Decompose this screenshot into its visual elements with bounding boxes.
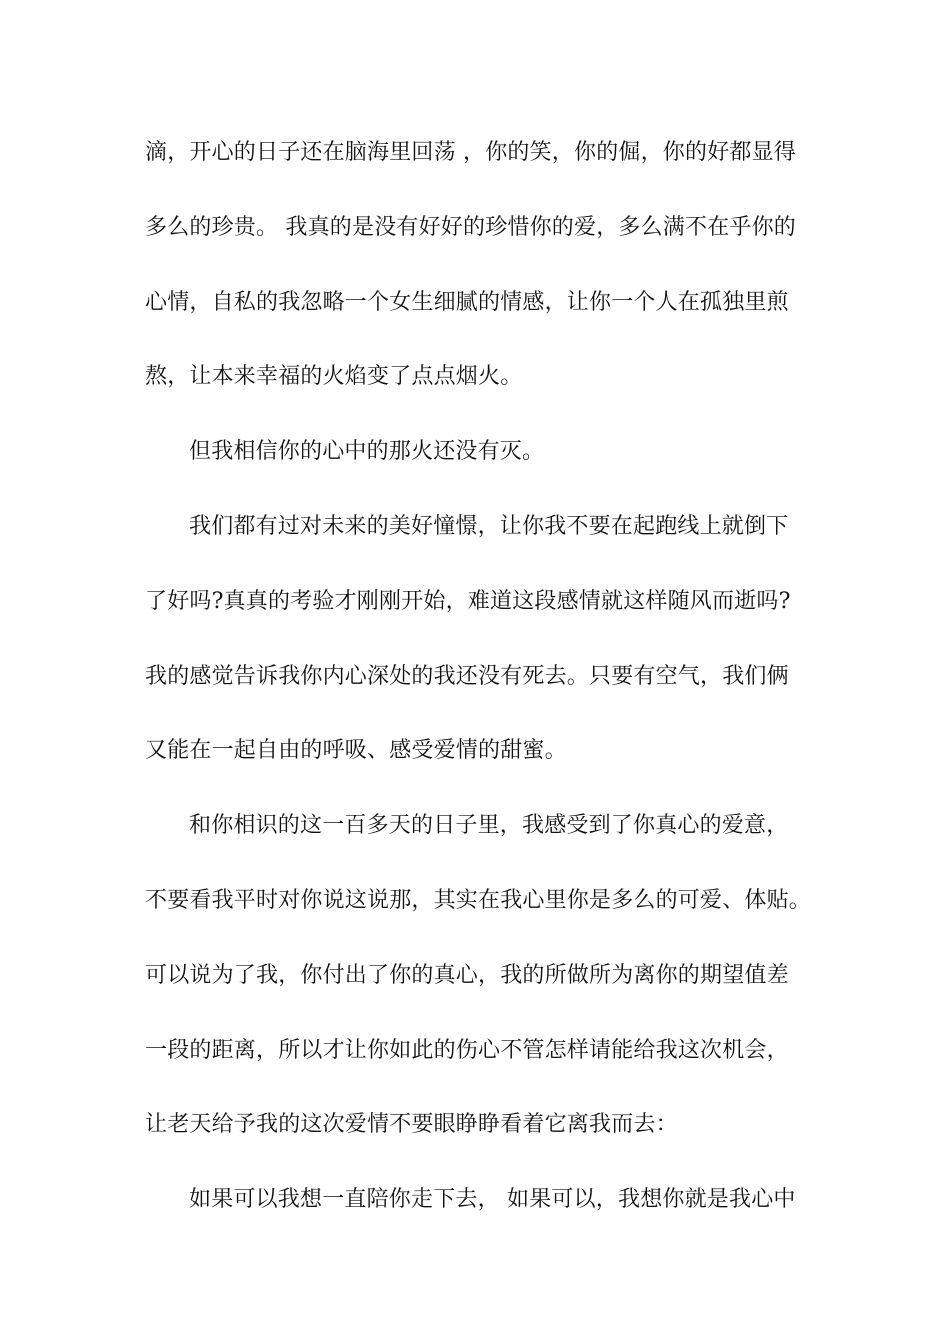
text-line: 一段的距离，所以才让你如此的伤心不管怎样请能给我这次机会， [145, 1037, 789, 1063]
paragraph-first-line: 如果可以我想一直陪你走下去， 如果可以，我想你就是我心中 [189, 1187, 796, 1213]
text-line: 又能在一起自由的呼吸、感受爱情的甜蜜。 [145, 738, 567, 764]
text-line: 熬，让本来幸福的火焰变了点点烟火。 [145, 364, 523, 390]
text-line: 滴，开心的日子还在脑海里回荡 ，你的笑，你的倔，你的好都显得 [145, 140, 796, 165]
document-body [145, 128, 825, 1250]
paragraph-first-line: 我们都有过对未来的美好憧憬，让你我不要在起跑线上就倒下 [189, 513, 789, 539]
text-line: 让老天给予我的这次爱情不要眼睁睁看着它离我而去： [145, 1112, 678, 1138]
text-line: 心情，自私的我忽略一个女生细腻的情感，让你一个人在孤独里煎 [145, 289, 789, 315]
text-line: 不要看我平时对你说这说那，其实在我心里你是多么的可爱、体贴。 [145, 887, 812, 913]
text-line: 我的感觉告诉我你内心深处的我还没有死去。只要有空气，我们俩 [145, 663, 789, 689]
text-line: 可以说为了我，你付出了你的真心，我的所做所为离你的期望值差 [145, 962, 789, 988]
paragraph-first-line: 和你相识的这一百多天的日子里，我感受到了你真心的爱意， [189, 813, 789, 839]
paragraph-first-line: 但我相信你的心中的那火还没有灭。 [189, 439, 545, 465]
text-line: 了好吗?真真的考验才刚刚开始，难道这段感情就这样随风而逝吗? [145, 588, 791, 614]
text-line: 多么的珍贵。 我真的是没有好好的珍惜你的爱，多么满不在乎你的 [145, 214, 796, 240]
